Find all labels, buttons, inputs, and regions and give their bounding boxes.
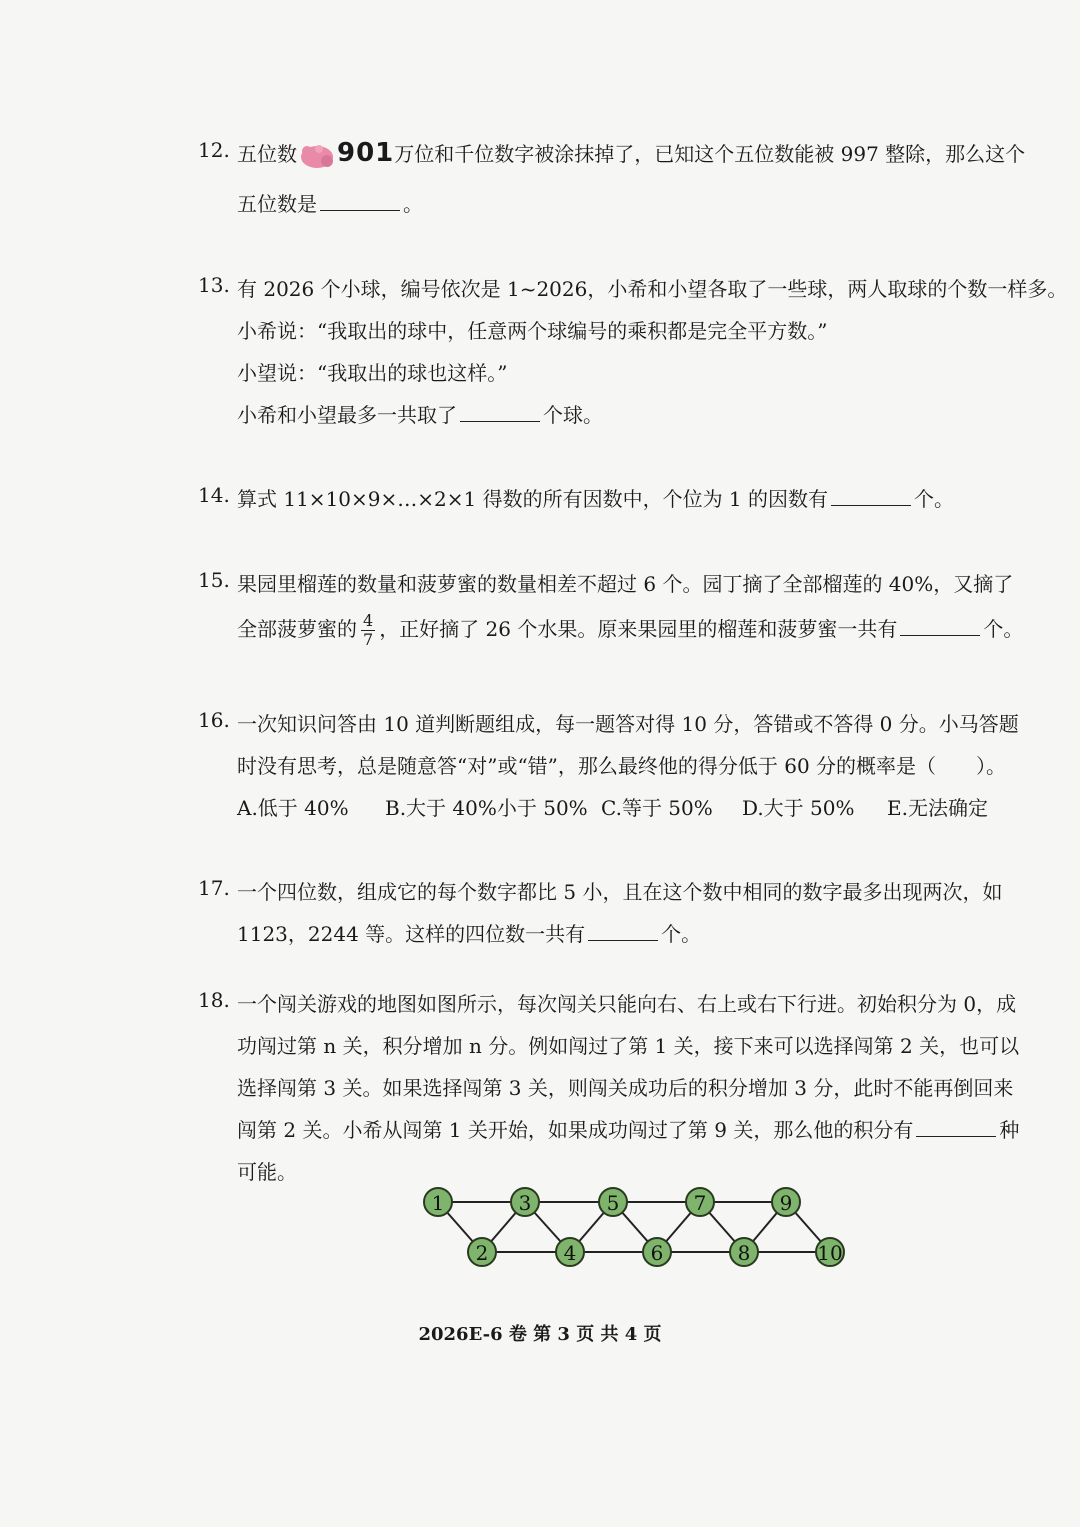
question-number: 17. (198, 876, 230, 900)
map-node-label: 10 (817, 1241, 843, 1265)
map-node-label: 5 (606, 1191, 620, 1215)
map-node-3 (511, 1188, 539, 1216)
question-text-line: 五位数是 。 (237, 192, 423, 216)
question-text-line: 果园里榴莲的数量和菠萝蜜的数量相差不超过 6 个。园丁摘了全部榴莲的 40%，又摘了 (237, 572, 1014, 596)
question-text-line: 功闯过第 n 关，积分增加 n 分。例如闯过了第 1 关，接下来可以选择闯第 2 关，也可以 (237, 1034, 1020, 1058)
map-node-6 (643, 1238, 671, 1266)
map-node-9 (772, 1188, 800, 1216)
question-number: 13. (198, 273, 230, 297)
question-number: 15. (198, 568, 230, 592)
map-node-label: 4 (563, 1241, 577, 1265)
option-b[interactable]: B.大于 40%小于 50% (385, 796, 588, 820)
answer-blank[interactable] (831, 504, 911, 506)
question-number: 18. (198, 988, 230, 1012)
question-text-line: 一次知识问答由 10 道判断题组成，每一题答对得 10 分，答错或不答得 0 分。小马答题 (237, 712, 1019, 736)
visible-digits: 901 (337, 138, 395, 168)
fraction: $\frac{4}{7}$ (363, 611, 374, 649)
question-text-line: 有 2026 个小球，编号依次是 1~2026，小希和小望各取了一些球，两人取球的个数一样多。 (237, 277, 1068, 301)
option-e[interactable]: E.无法确定 (887, 796, 988, 820)
map-node-5 (599, 1188, 627, 1216)
question-text-line: 可能。 (237, 1160, 297, 1184)
map-node-2 (468, 1238, 496, 1266)
question-text-line: 五位数 901万位和千位数字被涂抹掉了，已知这个五位数能被 997 整除，那么这个 (237, 138, 1026, 168)
answer-blank[interactable] (320, 209, 400, 211)
question-number: 14. (198, 483, 230, 507)
map-node-label: 8 (737, 1241, 751, 1265)
map-node-8 (730, 1238, 758, 1266)
map-node-label: 2 (475, 1241, 489, 1265)
question-text-line: 小希和小望最多一共取了 个球。 (237, 403, 603, 427)
answer-options (237, 792, 1017, 818)
question-text-line: 小望说：“我取出的球也这样。” (237, 361, 508, 385)
page-footer: 2026E-6 卷 第 3 页 共 4 页 (418, 1324, 662, 1345)
answer-blank[interactable] (588, 939, 658, 941)
question-text-line: 小希说：“我取出的球中，任意两个球编号的乘积都是完全平方数。” (237, 319, 828, 343)
question-text-line: 一个四位数，组成它的每个数字都比 5 小，且在这个数中相同的数字最多出现两次，如 (237, 880, 1003, 904)
question-number: 16. (198, 708, 230, 732)
question-number: 12. (198, 138, 230, 162)
ink-smudge-icon (297, 142, 337, 170)
answer-blank[interactable] (916, 1135, 996, 1137)
question-text-line: 时没有思考，总是随意答“对”或“错”，那么最终他的得分低于 60 分的概率是（ ）。 (237, 754, 1007, 778)
question-text-line: 闯第 2 关。小希从闯第 1 关开始，如果成功闯过了第 9 关，那么他的积分有 种 (237, 1118, 1020, 1142)
map-node-label: 7 (693, 1191, 707, 1215)
question-text-line: 1123，2244 等。这样的四位数一共有 个。 (237, 922, 702, 946)
map-edges (438, 1202, 830, 1252)
question-text-line: 一个闯关游戏的地图如图所示，每次闯关只能向右、右上或右下行进。初始积分为 0，成 (237, 992, 1017, 1016)
option-d[interactable]: D.大于 50% (742, 796, 855, 820)
map-node-10 (816, 1238, 844, 1266)
map-node-4 (556, 1238, 584, 1266)
map-node-7 (686, 1188, 714, 1216)
answer-blank[interactable] (900, 634, 980, 636)
option-a[interactable]: A.低于 40% (237, 796, 349, 820)
question-text-line: 全部菠萝蜜的 $\frac{4}{7}$ ，正好摘了 26 个水果。原来果园里的榴莲和菠萝蜜一共有 个。 (237, 611, 1024, 649)
question-text-line: 算式 11×10×9×…×2×1 得数的所有因数中，个位为 1 的因数有 个。 (237, 487, 955, 511)
map-node-label: 1 (431, 1191, 445, 1215)
level-map-diagram (410, 1180, 860, 1280)
map-node-1 (424, 1188, 452, 1216)
option-c[interactable]: C.等于 50% (601, 796, 713, 820)
question-text-line: 选择闯第 3 关。如果选择闯第 3 关，则闯关成功后的积分增加 3 分，此时不能再倒回来 (237, 1076, 1014, 1100)
map-node-label: 6 (650, 1241, 664, 1265)
map-node-label: 9 (779, 1191, 793, 1215)
map-node-label: 3 (518, 1191, 532, 1215)
answer-blank[interactable] (460, 420, 540, 422)
